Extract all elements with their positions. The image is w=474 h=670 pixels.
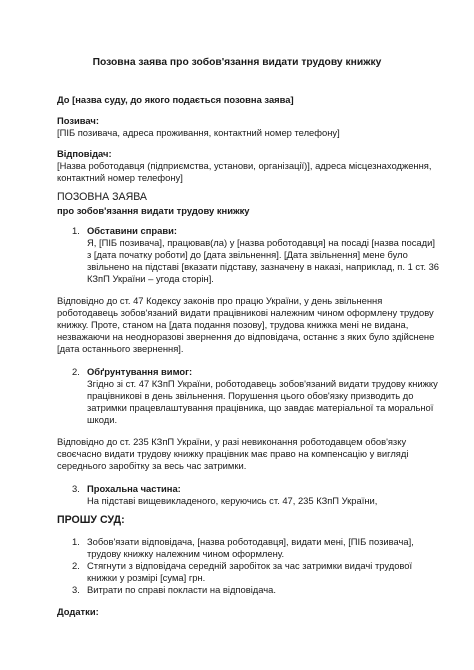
section-title: Обставини справи: xyxy=(87,225,178,236)
defendant-line: контактний номер телефону] xyxy=(57,172,183,183)
section-line: Згідно зі ст. 47 КЗпП України, роботодавець зобов'язаний видати трудову книжку xyxy=(87,378,438,389)
section-title: Обґрунтування вимог: xyxy=(87,366,193,377)
request-item-number: 2. xyxy=(72,560,80,571)
attachments-label: Додатки: xyxy=(57,606,99,617)
section-line: КЗпП України – угода сторін]. xyxy=(87,273,214,284)
defendant-label: Відповідач: xyxy=(57,148,112,159)
claim-subheading: про зобов'язання видати трудову книжку xyxy=(57,205,250,216)
paragraph-line: середнього заробітку за весь час затримки. xyxy=(57,460,247,471)
claim-heading: ПОЗОВНА ЗАЯВА xyxy=(57,191,147,203)
paragraph-line: незважаючи на неодноразові звернення до відповідача, останнє з яких було здійснене xyxy=(57,331,435,342)
court-line: До [назва суду, до якого подається позовна заява] xyxy=(57,94,294,105)
paragraph-line: роботодавець зобов'язаний видати працівникові належним чином оформлену трудову xyxy=(57,307,434,318)
section-line: Я, [ПІБ позивача], працював(ла) у [назва роботодавця] на посаді [назва посади] xyxy=(87,237,435,248)
section-title: Прохальна частина: xyxy=(87,483,181,494)
defendant-line: [Назва роботодавця (підприємства, установи, організації)], адреса місцезнаходження, xyxy=(57,160,432,171)
paragraph-line: Відповідно до ст. 235 КЗпП України, у разі невиконання роботодавцем обов'язку xyxy=(57,436,407,447)
section-number: 2. xyxy=(72,366,80,377)
document-title: Позовна заява про зобов'язання видати трудову книжку xyxy=(92,57,382,68)
paragraph-line: Відповідно до ст. 47 Кодексу законів про працю України, у день звільнення xyxy=(57,295,383,306)
section-line: затримки працевлаштування працівника, що завдає матеріальної та моральної xyxy=(87,402,434,413)
request-item-number: 1. xyxy=(72,536,80,547)
section-line: звільнено на підставі [вказати підставу, зазначену в наказі, наприклад, п. 1 ст. 36 xyxy=(87,261,439,272)
section-line: з [дата початку роботи] до [дата звільнення]. [Дата звільнення] мене було xyxy=(87,249,408,260)
plaintiff-label: Позивач: xyxy=(57,115,99,126)
paragraph-line: своєчасно видати трудову книжку працівник має право на компенсацію у вигляді xyxy=(57,448,409,459)
section-line: На підставі вищевикладеного, керуючись ст. 47, 235 КЗпП України, xyxy=(87,495,378,506)
section-number: 1. xyxy=(72,225,80,236)
request-item-line: книжки у розмірі [сума] грн. xyxy=(87,572,206,583)
plaintiff-value: [ПІБ позивача, адреса проживання, контактний номер телефону] xyxy=(57,127,340,138)
request-heading: ПРОШУ СУД: xyxy=(57,514,125,526)
request-item-line: Витрати по справі покласти на відповідача. xyxy=(87,584,276,595)
request-item-line: трудову книжку належним чином оформлену. xyxy=(87,548,285,559)
request-item-line: Стягнути з відповідача середній заробіток за час затримки видачі трудової xyxy=(87,560,413,571)
paragraph-line: [дата останнього звернення]. xyxy=(57,343,184,354)
section-number: 3. xyxy=(72,483,80,494)
section-line: шкоди. xyxy=(87,414,118,425)
request-item-number: 3. xyxy=(72,584,80,595)
section-line: працівникові в день звільнення. Порушення цього обов'язку призводить до xyxy=(87,390,414,401)
request-item-line: Зобов'язати відповідача, [назва роботодавця], видати мені, [ПІБ позивача], xyxy=(87,536,414,547)
paragraph-line: книжку. Проте, станом на [дата подання позову], трудова книжка мені не видана, xyxy=(57,319,409,330)
